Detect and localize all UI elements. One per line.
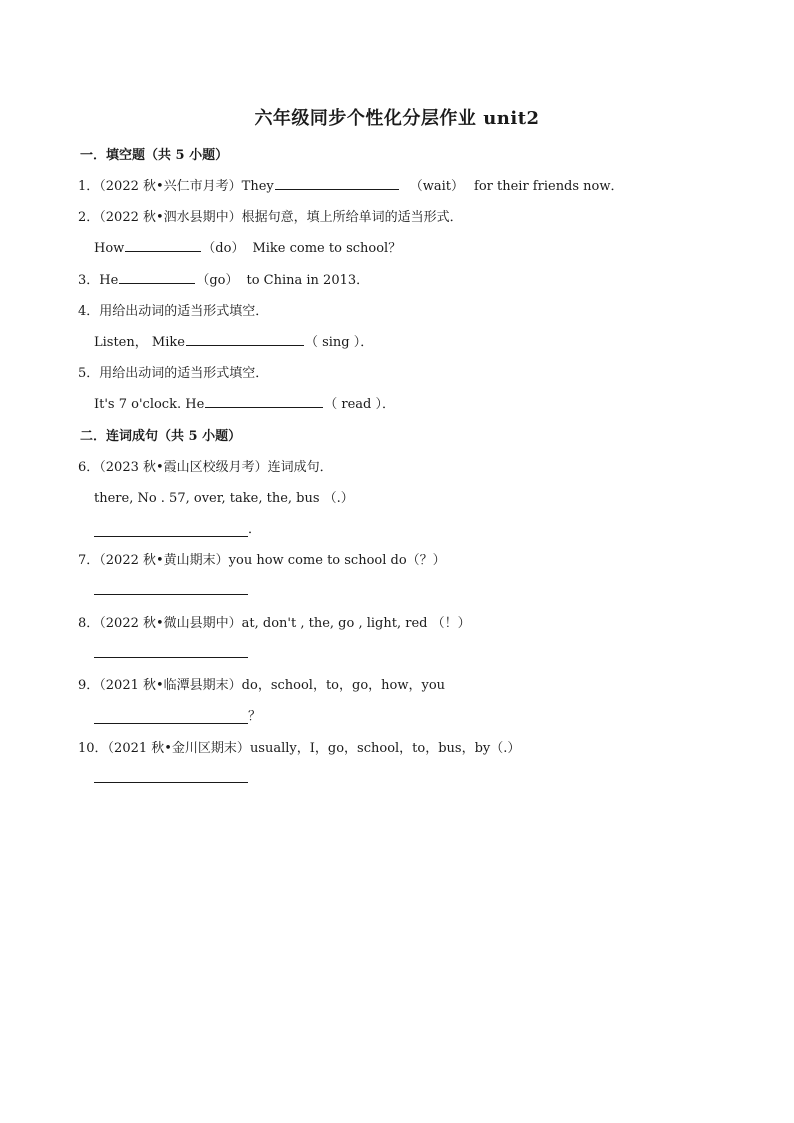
question-source: （2023 秋•霞山区校级月考） [99,460,268,475]
question-number: 7． [78,553,100,568]
question-source: （2022 秋•黄山期末） [99,553,229,568]
question-7 [78,549,446,568]
question-words: at, don't , the, go , light, red （！） [241,616,471,631]
question-number: 3． [78,273,100,288]
answer-blank[interactable] [119,270,195,284]
question-9 [78,674,445,693]
question-source: （2022 秋•兴仁市月考） [99,179,242,194]
question-number: 6． [78,460,100,475]
question-10-answer [94,768,248,783]
question-8 [78,612,471,631]
question-number: 4． [78,304,100,319]
question-number: 8． [78,616,100,631]
question-2 [78,206,463,225]
question-words: you how come to school do（？） [228,553,446,568]
answer-line[interactable] [94,709,248,724]
question-3: 3．He （go） to China in 2013． [78,269,369,288]
section-heading-fill-in: 一．填空题（共 5 小题） [80,148,229,163]
question-9-answer: ？ [94,705,261,724]
question-source: （2021 秋•临潭县期末） [99,678,242,693]
answer-blank[interactable] [125,238,201,252]
question-1: 1．（2022 秋•兴仁市月考）They （wait） for their friends now． [78,175,624,194]
question-instruction: 用给出动词的适当形式填空． [99,366,269,381]
question-number: 2． [78,210,100,225]
answer-blank[interactable] [275,176,399,190]
question-number: 9． [78,678,100,693]
section-heading-sentence-building: 二．连词成句（共 5 小题） [80,429,242,444]
answer-blank[interactable] [205,394,323,408]
question-words: do，school，to，go，how，you [241,678,446,693]
question-source: （2021 秋•金川区期末） [107,741,250,756]
page-title: 六年级同步个性化分层作业 unit2 [254,108,540,129]
question-instruction: 根据句意，填上所给单词的适当形式． [241,210,463,225]
question-6 [78,456,333,475]
question-source: （2022 秋•微山县期中） [99,616,242,631]
answer-line[interactable] [94,643,248,658]
question-instruction: 用给出动词的适当形式填空． [99,304,269,319]
question-number: 5． [78,366,100,381]
question-words: usually，I，go，school，to，bus，by（.） [249,741,521,756]
answer-blank[interactable] [186,332,304,346]
question-8-answer [94,643,248,658]
question-6-answer: ． [94,518,261,537]
question-6-words: there, No . 57, over, take, the, bus （.） [94,491,354,506]
answer-line[interactable] [94,522,248,537]
question-instruction: 连词成句． [267,460,333,475]
question-4 [78,300,268,319]
question-number: 10． [78,741,108,756]
question-2-sentence: How （do） Mike come to school？ [94,237,401,256]
question-4-sentence: Listen， Mike （ sing ）． [94,331,373,350]
question-7-answer [94,580,248,595]
question-10 [78,737,520,756]
question-5 [78,362,268,381]
question-number: 1． [78,179,100,194]
answer-line[interactable] [94,580,248,595]
question-source: （2022 秋•泗水县期中） [99,210,242,225]
question-5-sentence: It's 7 o'clock. He （ read ）． [94,393,395,412]
answer-line[interactable] [94,768,248,783]
